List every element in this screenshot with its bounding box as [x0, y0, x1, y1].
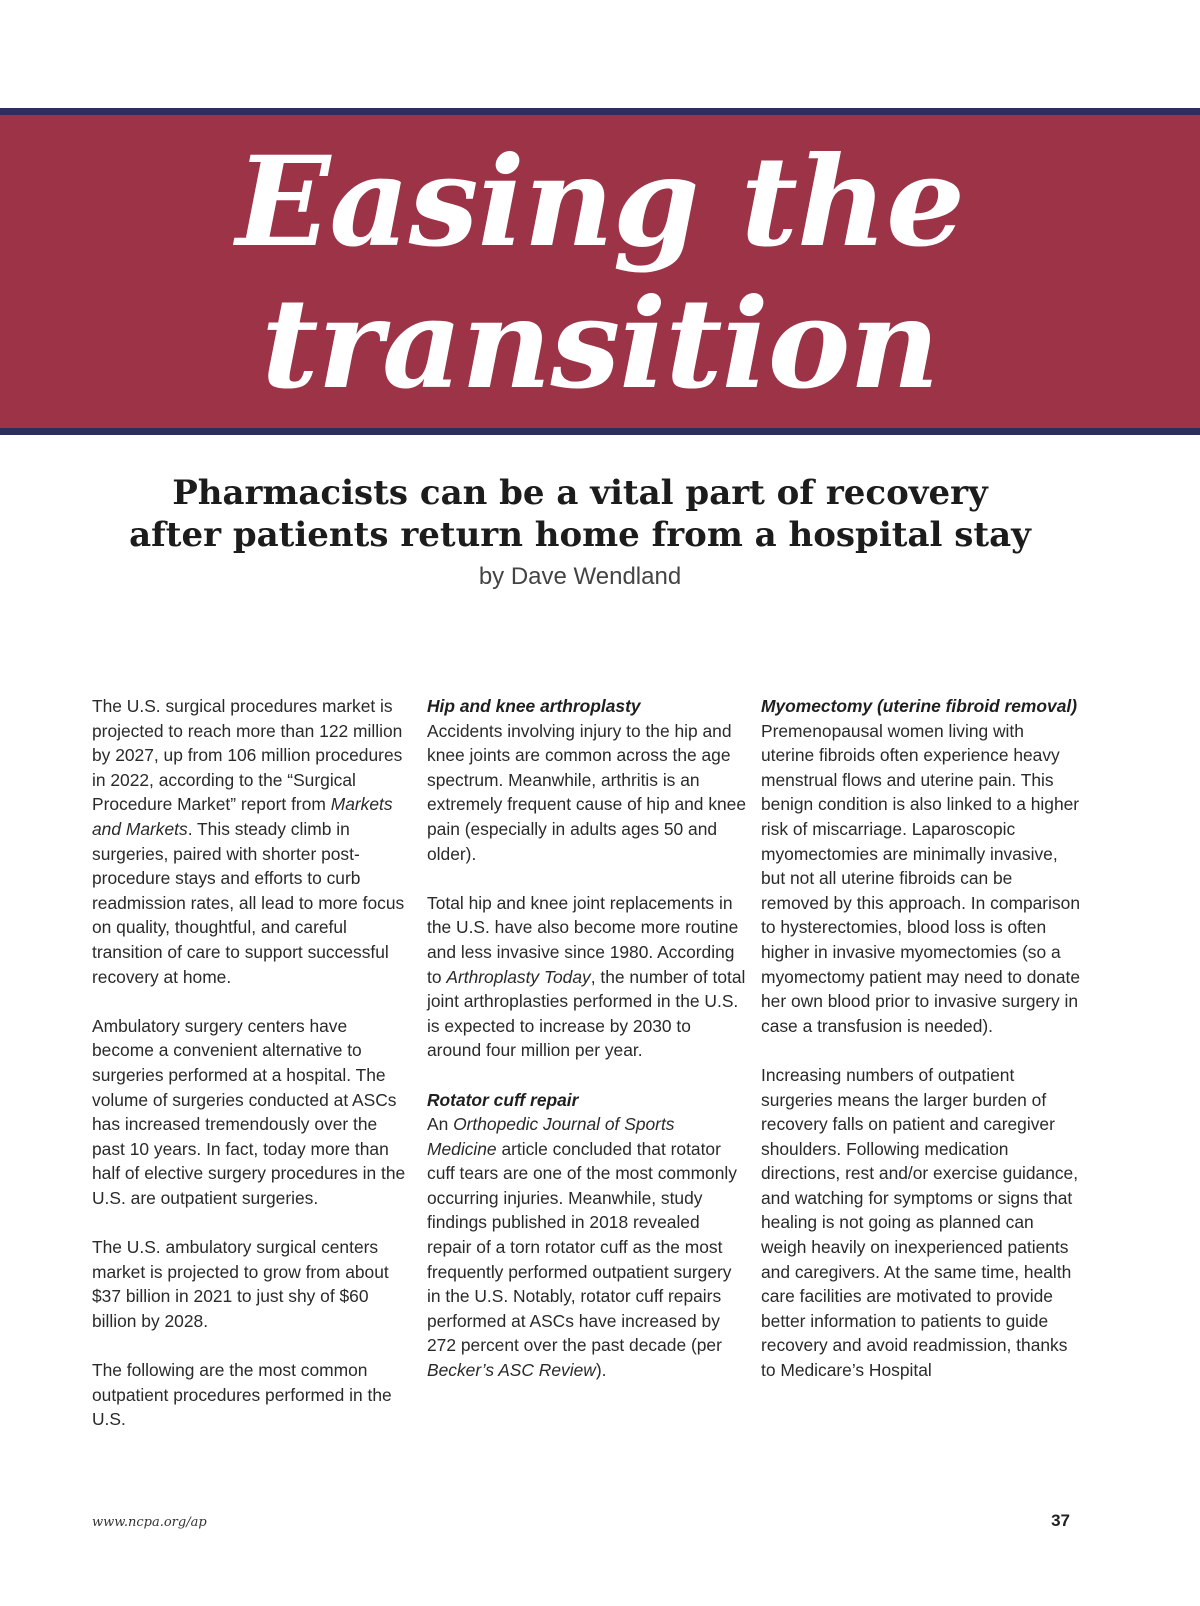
title-line-2: transition	[261, 272, 939, 417]
article-subtitle	[0, 472, 1160, 556]
source-citation: Orthopedic Journal of Sports Medicine	[427, 1114, 675, 1159]
column-3	[761, 694, 1081, 1407]
paragraph-text: Total hip and knee joint replacements in the U.S. have also become more routine and less invasive since 1980. According to	[427, 892, 739, 987]
paragraph-joint-replacement	[427, 891, 747, 1063]
paragraph-rotator-cuff	[427, 1112, 747, 1383]
paragraph-text: ).	[595, 1360, 607, 1381]
paragraph-hip-knee: Accidents involving injury to the hip and knee joints are common across the age spectrum. Meanwhile, arthritis is an extremely frequent cause of hip and knee pain (especially in adults ages 50 and older).	[427, 720, 747, 864]
byline: by Dave Wendland	[478, 563, 682, 590]
subtitle-line-2: after patients return home from a hospital stay	[129, 515, 1031, 555]
page-number: 37	[1051, 1511, 1070, 1530]
paragraph-list-intro: The following are the most common outpatient procedures performed in the U.S.	[92, 1360, 392, 1430]
paragraph-outpatient-burden: Increasing numbers of outpatient surgeries means the larger burden of recovery falls on patient and caregiver shoulders. Following medication directions, rest and/or exercise guidance, and watching for symptoms or signs that healing is not going as planned can weigh heavily on inexperienced patients and caregivers. At the same time, health care facilities are motivated to provide better information to patients to guide recovery and avoid readmission, thanks to Medicare’s Hospital	[761, 1064, 1079, 1381]
paragraph-myomectomy: Premenopausal women living with uterine fibroids often experience heavy menstrual flows and uterine pain. This benign condition is also linked to a higher risk of miscarriage. Laparoscopic myomectomies are minimally invasive, but not all uterine fibroids can be removed by this approach. In comparison to hysterectomies, blood loss is often higher in invasive myomectomies (so a myomectomy patient may need to donate her own blood prior to invasive surgery in case a transfusion is needed).	[761, 720, 1081, 1036]
article-title	[0, 132, 1200, 416]
source-citation: Becker’s ASC Review	[427, 1360, 596, 1381]
source-citation: Markets and Markets	[92, 794, 393, 839]
column-1	[92, 694, 412, 1456]
source-citation: Arthroplasty Today	[446, 966, 591, 987]
paragraph-text: The U.S. surgical procedures market is projected to reach more than 122 million by 2027, up from 106 million procedures in 2022, according to the “Surgical Procedure Market” report from	[92, 696, 403, 815]
section-heading-rotator-cuff: Rotator cuff repair	[427, 1089, 579, 1110]
paragraph-text: An	[427, 1114, 454, 1135]
subtitle-line-1: Pharmacists can be a vital part of recovery	[172, 473, 988, 513]
paragraph-text: , the number of total joint arthroplasties performed in the U.S. is expected to increase by 2030 to around four million per year.	[427, 966, 746, 1061]
title-line-1: Easing the	[235, 130, 965, 275]
paragraph-intro	[92, 694, 412, 989]
section-heading-myomectomy: Myomectomy (uterine fibroid removal)	[761, 696, 1077, 716]
paragraph-asc: Ambulatory surgery centers have become a convenient alternative to surgeries performed at a hospital. The volume of surgeries conducted at ASCs has increased tremendously over the past 10 years. In fact, today more than half of elective surgery procedures in the U.S. are outpatient surgeries.	[92, 1015, 406, 1208]
section-heading-hip-knee: Hip and knee arthroplasty	[427, 696, 641, 716]
column-2	[427, 694, 747, 1407]
footer-url: www.ncpa.org/ap	[92, 1515, 207, 1530]
paragraph-text: . This steady climb in surgeries, paired with shorter post-procedure stays and efforts to curb readmission rates, all lead to more focus on quality, thoughtful, and careful transition of care to support successful recovery at home.	[92, 818, 405, 987]
paragraph-market: The U.S. ambulatory surgical centers market is projected to grow from about $37 billion in 2021 to just shy of $60 billion by 2028.	[92, 1237, 389, 1331]
paragraph-text: article concluded that rotator cuff tears are one of the most commonly occurring injuries. Meanwhile, study findings published in 2018 revealed repair of a torn rotator cuff as the most frequently performed outpatient surgery in the U.S. Notably, rotator cuff repairs performed at ASCs have increased by 272 percent over the past decade (per	[427, 1138, 737, 1356]
